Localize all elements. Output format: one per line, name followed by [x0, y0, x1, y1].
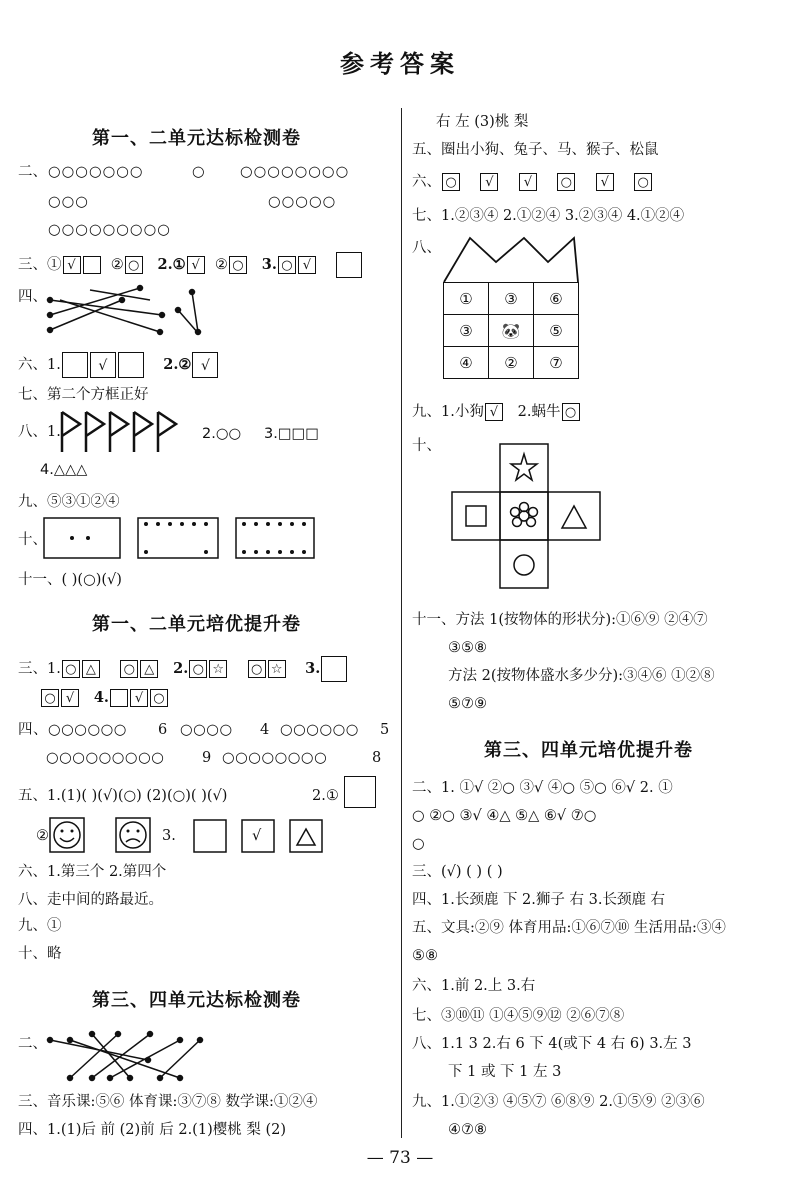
- answer-q10-prefix: 十、: [18, 532, 47, 548]
- d-answer-q6: 六、1.前 2.上 3.右: [412, 978, 536, 994]
- answer-q8-4: 4.△△△: [40, 462, 88, 478]
- panda-icon: 🐼: [489, 315, 534, 347]
- b-answer-q8: 八、走中间的路最近。: [18, 892, 163, 908]
- b-answer-q4-2a: ○○○○○○○○○: [46, 750, 165, 766]
- check-box: √: [90, 352, 116, 378]
- section-heading-1: 第一、二单元达标检测卷: [92, 128, 301, 149]
- check-box: √: [63, 256, 81, 274]
- b-answer-q4-1e: ○○○○○○: [280, 722, 359, 738]
- section-heading-2: 第一、二单元培优提升卷: [92, 614, 301, 635]
- d-answer-q8a: 八、1.1 3 2.右 6 下 4(或下 4 右 6) 3.左 3: [412, 1036, 692, 1052]
- b-answer-q4-2d: 8: [372, 750, 382, 766]
- check-box: √: [192, 352, 218, 378]
- r-answer-q11c: 方法 2(按物体盛水多少分):③④⑥ ①②⑧: [448, 668, 715, 684]
- r-answer-q5: 五、圈出小狗、兔子、马、猴子、松鼠: [412, 142, 659, 158]
- b-answer-q5-2: 2.①: [312, 788, 339, 804]
- d-answer-q2c: ○: [412, 836, 425, 852]
- answer-q2-row1c: ○○○○○○○○: [240, 164, 350, 180]
- b-answer-q6: 六、1.第三个 2.第四个: [18, 864, 167, 880]
- b-answer-q5: 五、1.(1)( )(√)(○) (2)(○)( )(√): [18, 788, 228, 804]
- page-title: 参考答案: [340, 49, 460, 78]
- b-answer-q4-1b: 6: [158, 722, 168, 738]
- d-answer-q5a: 五、文具:②⑨ 体育用品:①⑥⑦⑩ 生活用品:③④: [412, 920, 726, 936]
- d-answer-q5b: ⑤⑧: [412, 948, 438, 964]
- r-answer-q10-prefix: 十、: [412, 438, 441, 454]
- r-answer-q8-prefix: 八、: [412, 240, 441, 256]
- b-answer-q3-line: 三、1. ○ △ ○ △ 2. ○ ☆ ○ ☆ 3.: [18, 656, 348, 682]
- b-answer-q3-line2: ○ √ 4. √ ○: [40, 688, 169, 708]
- b-answer-q4-1a: 四、○○○○○○: [18, 722, 127, 738]
- answer-q8-3: 3.□□□: [264, 426, 319, 442]
- answer-q8-2: 2.○○: [202, 426, 242, 442]
- d-answer-q7: 七、③⑩⑪ ①④⑤⑨⑫ ②⑥⑦⑧: [412, 1008, 625, 1024]
- b-answer-q4-1f: 5: [380, 722, 390, 738]
- answer-q2-prefix: 二、: [18, 164, 47, 180]
- r-answer-q7: 七、1.②③④ 2.①②④ 3.②③④ 4.①②④: [412, 208, 685, 224]
- b-answer-q4-2c: ○○○○○○○○: [222, 750, 328, 766]
- check-box: √: [187, 256, 205, 274]
- d-answer-q3: 三、(√) ( ) ( ): [412, 864, 503, 880]
- answer-q3-line: 三、① √ ② ○ 2.① √ ② ○ 3. ○ √: [18, 252, 363, 278]
- d-answer-q4: 四、1.长颈鹿 下 2.狮子 右 3.长颈鹿 右: [412, 892, 666, 908]
- answer-q6-line: 六、1. √ 2.② √: [18, 352, 219, 378]
- r-answer-q6: 六、 ○ √ √ ○ √ ○: [412, 172, 653, 192]
- c-answer-q2-prefix: 二、: [18, 1036, 47, 1052]
- check-mark: √: [252, 828, 262, 844]
- circle-box: ○: [125, 256, 143, 274]
- r-answer-q9: 九、1.小狗 √ 2.蜗牛 ○: [412, 402, 581, 422]
- r-line-1: 右 左 (3)桃 梨: [436, 114, 529, 130]
- answer-q7: 七、第二个方框正好: [18, 387, 149, 403]
- d-answer-q2b: ○ ②○ ③√ ④△ ⑤△ ⑥√ ⑦○: [412, 808, 597, 824]
- d-answer-q8b: 下 1 或 下 1 左 3: [448, 1064, 562, 1080]
- answer-q2-row3: ○○○○○○○○○: [48, 222, 171, 238]
- r-answer-q11b: ③⑤⑧: [448, 640, 487, 656]
- d-answer-q9a: 九、1.①②③ ④⑤⑦ ⑥⑧⑨ 2.①⑤⑨ ②③⑥: [412, 1094, 705, 1110]
- c-answer-q3: 三、音乐课:⑤⑥ 体育课:③⑦⑧ 数学课:①②④: [18, 1094, 318, 1110]
- circle-box: ○: [278, 256, 296, 274]
- b-answer-q5-2b: ②: [36, 828, 49, 844]
- b-answer-q5-3: 3.: [162, 828, 176, 844]
- d-answer-q9b: ④⑦⑧: [448, 1122, 487, 1138]
- r-answer-q11d: ⑤⑦⑨: [448, 696, 487, 712]
- answer-q2-row2b: ○○○○○: [268, 194, 337, 210]
- section-heading-4: 第三、四单元培优提升卷: [484, 740, 693, 761]
- b-answer-q4-2b: 9: [202, 750, 212, 766]
- r-answer-q11a: 十一、方法 1(按物体的形状分):①⑥⑨ ②④⑦: [412, 612, 708, 628]
- answer-q9: 九、⑤③①②④: [18, 494, 120, 510]
- answer-q8-prefix: 八、1.: [18, 424, 61, 440]
- answer-q2-row2a: ○○○: [48, 194, 89, 210]
- answer-q2-row1a: ○○○○○○○: [48, 164, 144, 180]
- check-box: √: [298, 256, 316, 274]
- b-answer-q10: 十、略: [18, 946, 62, 962]
- house-grid: ① ③ ⑥ ③ 🐼 ⑤ ④ ② ⑦: [443, 282, 579, 379]
- circle-box: ○: [229, 256, 247, 274]
- c-answer-q4: 四、1.(1)后 前 (2)前 后 2.(1)樱桃 梨 (2): [18, 1122, 286, 1138]
- answer-q4-prefix: 四、: [18, 289, 47, 305]
- answer-q11: 十一、( )(○)(√): [18, 572, 122, 588]
- b-answer-q4-1c: ○○○○: [180, 722, 233, 738]
- section-heading-3: 第三、四单元达标检测卷: [92, 990, 301, 1011]
- b-answer-q4-1d: 4: [260, 722, 270, 738]
- b-answer-q9: 九、①: [18, 918, 62, 934]
- answer-q2-row1b: ○: [192, 164, 205, 180]
- d-answer-q2a: 二、1. ①√ ②○ ③√ ④○ ⑤○ ⑥√ 2. ①: [412, 780, 673, 796]
- page-number: — 73 —: [366, 1148, 434, 1168]
